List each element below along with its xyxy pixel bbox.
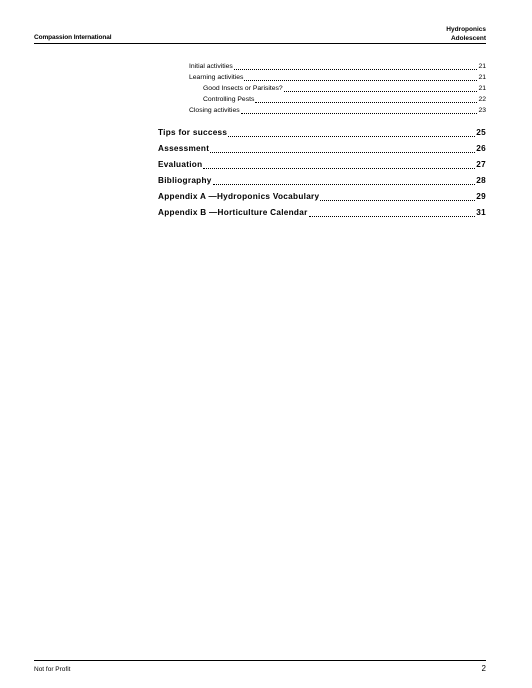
toc-leader-dots — [309, 216, 476, 217]
toc-entry-label: Appendix B —Horticulture Calendar — [158, 208, 308, 217]
toc-entry-label: Closing activities — [189, 107, 240, 114]
header-divider — [34, 43, 486, 44]
toc-entry[interactable] — [158, 159, 486, 171]
toc-leader-dots — [228, 136, 475, 137]
toc-entry-page: 27 — [476, 160, 486, 169]
toc-entry[interactable] — [158, 207, 486, 219]
toc-entry-page: 31 — [476, 208, 486, 217]
toc-entry[interactable] — [189, 106, 486, 116]
footer-divider — [34, 660, 486, 661]
toc-entry-page: 29 — [476, 192, 486, 201]
toc-entry-page: 22 — [478, 96, 486, 103]
toc-entry[interactable] — [158, 175, 486, 187]
toc-leader-dots — [234, 69, 478, 70]
toc-entry-page: 23 — [478, 107, 486, 114]
header-title-block — [446, 26, 486, 43]
footer-note: Not for Profit — [34, 666, 71, 673]
toc-leader-dots — [213, 184, 476, 185]
page-number: 2 — [481, 664, 486, 673]
toc-entry[interactable] — [158, 143, 486, 155]
toc-entry-label: Bibliography — [158, 176, 212, 185]
toc-entry[interactable] — [158, 127, 486, 139]
toc-entry-label: Controlling Pests — [203, 96, 255, 103]
toc-entry-label: Evaluation — [158, 160, 203, 169]
toc-leader-dots — [210, 152, 475, 153]
toc-entry[interactable] — [189, 73, 486, 83]
toc-entry-page: 25 — [476, 128, 486, 137]
toc-entry-label: Learning activities — [189, 74, 244, 81]
toc-entry-page: 28 — [476, 176, 486, 185]
toc-entry-label: Initial activities — [189, 63, 233, 70]
header-audience: Adolescent — [450, 34, 486, 42]
toc-leader-dots — [241, 113, 478, 114]
toc-entry-page: 26 — [476, 144, 486, 153]
toc-entry-label: Assessment — [158, 144, 210, 153]
toc-entry-label: Tips for success — [158, 128, 228, 137]
toc-entry-page: 21 — [478, 85, 486, 92]
toc-entry[interactable] — [203, 95, 486, 105]
toc-leader-dots — [284, 91, 478, 92]
toc-entry[interactable] — [203, 84, 486, 94]
toc-leader-dots — [255, 102, 477, 103]
toc-leader-dots — [203, 168, 475, 169]
header-organization: Compassion International — [34, 34, 112, 41]
toc-entry-page: 21 — [478, 63, 486, 70]
header-title: Hydroponics — [446, 26, 486, 33]
toc-leader-dots — [320, 200, 475, 201]
toc-entry[interactable] — [158, 191, 486, 203]
toc-leader-dots — [244, 80, 477, 81]
toc-entry-label: Appendix A —Hydroponics Vocabulary — [158, 192, 320, 201]
toc-entry-label: Good Insects or Parisites? — [203, 85, 283, 92]
toc-entry[interactable] — [189, 62, 486, 72]
toc-entry-page: 21 — [478, 74, 486, 81]
